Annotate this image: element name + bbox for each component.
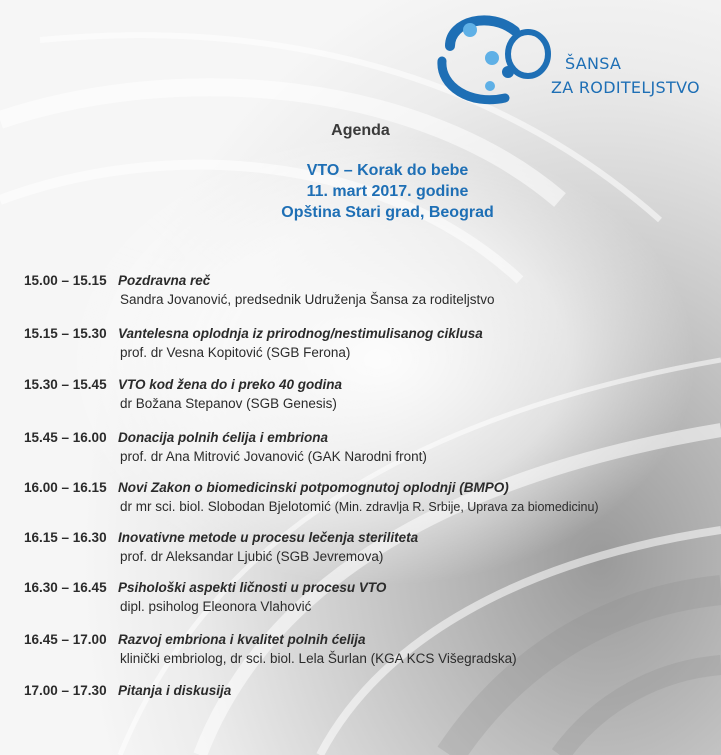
event-name: VTO – Korak do bebe (306, 162, 469, 179)
event-date: 11. mart 2017. godine (306, 183, 469, 200)
schedule-item (24, 428, 427, 466)
schedule-item (24, 324, 483, 362)
logo-text (551, 52, 700, 100)
item-time: 15.45 – 16.00 (24, 430, 107, 445)
item-time: 16.45 – 17.00 (24, 632, 107, 647)
item-time: 15.15 – 15.30 (24, 326, 107, 341)
item-speaker: prof. dr Vesna Kopitović (SGB Ferona) (120, 345, 351, 360)
item-speaker: Sandra Jovanović, predsednik Udruženja Šansa za roditeljstvo (120, 292, 495, 307)
item-topic: Inovativne metode u procesu lečenja steriliteta (118, 530, 419, 545)
schedule-item (24, 681, 231, 700)
logo-line-1: ŠANSA (565, 54, 622, 73)
item-speaker: dipl. psiholog Eleonora Vlahović (120, 599, 312, 614)
event-info (0, 160, 721, 223)
item-topic: VTO kod žena do i preko 40 godina (118, 377, 343, 392)
item-topic: Razvoj embriona i kvalitet polnih ćelija (118, 632, 366, 647)
item-time: 16.00 – 16.15 (24, 480, 107, 495)
schedule-item (24, 478, 599, 517)
item-speaker-name: dr mr sci. biol. Slobodan Bjelotomić (120, 499, 331, 514)
agenda-title: Agenda (331, 122, 390, 139)
item-topic: Vantelesna oplodnja iz prirodnog/nestimulisanog ciklusa (118, 326, 483, 341)
logo-line-2: ZA RODITELJSTVO (551, 78, 700, 97)
schedule-item (24, 271, 494, 309)
schedule-item (24, 578, 386, 616)
item-topic: Novi Zakon o biomedicinski potpomognutoj oplodnji (BMPO) (118, 480, 509, 495)
item-speaker-note: (Min. zdravlja R. Srbije, Uprava za biomedicinu) (334, 500, 599, 514)
schedule-item (24, 375, 342, 413)
item-time: 17.00 – 17.30 (24, 683, 107, 698)
item-topic: Psihološki aspekti ličnosti u procesu VTO (118, 580, 387, 595)
event-place: Opština Stari grad, Beograd (281, 204, 494, 221)
item-time: 15.00 – 15.15 (24, 273, 107, 288)
item-speaker: dr Božana Stepanov (SGB Genesis) (120, 396, 337, 411)
item-speaker (24, 497, 599, 517)
item-topic: Pozdravna reč (118, 273, 211, 288)
item-speaker: klinički embriolog, dr sci. biol. Lela Šurlan (KGA KCS Višegradska) (120, 651, 517, 666)
item-speaker: prof. dr Ana Mitrović Jovanović (GAK Narodni front) (120, 449, 427, 464)
item-speaker: prof. dr Aleksandar Ljubić (SGB Jevremova) (120, 549, 384, 564)
item-time: 16.15 – 16.30 (24, 530, 107, 545)
schedule-item (24, 630, 517, 668)
item-topic: Pitanja i diskusija (118, 683, 232, 698)
item-topic: Donacija polnih ćelija i embriona (118, 430, 329, 445)
item-time: 15.30 – 15.45 (24, 377, 107, 392)
schedule-item (24, 528, 418, 566)
item-time: 16.30 – 16.45 (24, 580, 107, 595)
